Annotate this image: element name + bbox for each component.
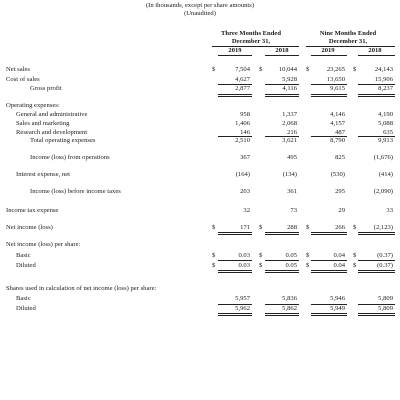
row-label: Diluted — [16, 305, 36, 312]
table-cell: (2,123) — [373, 224, 393, 231]
rule-line — [358, 232, 395, 233]
row-label: General and administrative — [16, 111, 88, 118]
table-cell: 2,877 — [235, 85, 250, 92]
table-cell: 367 — [240, 154, 250, 161]
rule-line — [358, 272, 395, 273]
table-row — [0, 153, 400, 163]
table-cell: 5,928 — [282, 76, 297, 83]
rule-line — [311, 272, 347, 273]
table-cell: 1,406 — [235, 120, 250, 127]
rule-line — [311, 84, 347, 85]
rule-line — [311, 270, 347, 271]
currency-symbol: $ — [212, 224, 216, 231]
table-cell: 495 — [287, 154, 297, 161]
row-label: Net income (loss) per share: — [6, 241, 81, 248]
table-cell: 5,862 — [282, 305, 297, 312]
table-cell: 5,962 — [235, 305, 250, 312]
table-cell: 487 — [335, 129, 345, 136]
table-cell: 5,957 — [235, 295, 250, 302]
rule-line — [311, 260, 347, 261]
table-cell: 7,504 — [235, 66, 250, 73]
group2-title-line1: Nine Months Ended — [319, 30, 377, 37]
currency-symbol: $ — [212, 252, 216, 259]
table-cell: 266 — [335, 224, 345, 231]
row-label: Interest expense, net — [16, 171, 71, 178]
currency-symbol: $ — [212, 262, 216, 269]
table-cell: 9,615 — [330, 85, 345, 92]
table-cell: 288 — [287, 224, 297, 231]
row-label: Diluted — [16, 262, 36, 269]
currency-symbol: $ — [259, 252, 263, 259]
rule-line — [218, 313, 252, 314]
table-cell: 146 — [240, 129, 250, 136]
unaudited-note: (Unaudited) — [184, 10, 216, 17]
group1-title-line1: Three Months Ended — [221, 30, 281, 37]
table-cell: 29 — [338, 207, 345, 214]
rule-line — [311, 96, 347, 97]
table-cell: (0.37) — [377, 252, 393, 259]
rule-line — [265, 313, 299, 314]
rule-line — [311, 136, 347, 137]
currency-symbol: $ — [306, 224, 310, 231]
table-cell: 1,337 — [282, 111, 297, 118]
table-cell: (1,676) — [373, 154, 393, 161]
rule-line — [212, 46, 299, 47]
table-cell: 361 — [287, 188, 297, 195]
row-label: Sales and marketing — [16, 120, 70, 127]
table-cell: 0.05 — [285, 262, 297, 269]
rule-line — [265, 315, 299, 316]
table-cell: 0.03 — [238, 252, 250, 259]
rule-line — [265, 234, 299, 235]
rule-line — [358, 304, 395, 305]
table-cell: 4,146 — [330, 111, 345, 118]
row-label: Income tax expense — [6, 207, 59, 214]
table-cell: 4,627 — [235, 76, 250, 83]
table-cell: (0.37) — [377, 262, 393, 269]
rule-line — [358, 96, 395, 97]
row-label: Gross profit — [30, 85, 62, 92]
table-row — [0, 187, 400, 197]
table-cell: 2,510 — [235, 137, 250, 144]
rule-line — [218, 260, 252, 261]
table-cell: 15,906 — [374, 76, 393, 83]
table-cell: 5,946 — [330, 295, 345, 302]
row-label: Income (loss) before income taxes — [30, 188, 121, 195]
rule-line — [358, 84, 395, 85]
table-cell: 0.03 — [238, 262, 250, 269]
table-cell: 2,068 — [282, 120, 297, 127]
row-label: Research and development — [16, 129, 88, 136]
rule-line — [265, 55, 299, 56]
table-row — [0, 284, 400, 294]
rule-line — [358, 313, 395, 314]
rule-line — [218, 272, 252, 273]
table-cell: (134) — [282, 171, 297, 178]
table-cell: 295 — [335, 188, 345, 195]
table-cell: 8,790 — [330, 137, 345, 144]
table-cell: 24,143 — [374, 66, 393, 73]
table-row — [0, 206, 400, 216]
rule-line — [358, 270, 395, 271]
currency-symbol: $ — [353, 224, 357, 231]
table-cell: 5,836 — [282, 295, 297, 302]
table-cell: 4,190 — [378, 111, 393, 118]
table-cell: 9,913 — [378, 137, 393, 144]
rule-line — [311, 55, 347, 56]
rule-line — [265, 232, 299, 233]
year-col3: 2019 — [321, 47, 335, 54]
group1-title-line2: December 31, — [231, 38, 271, 45]
currency-symbol: $ — [353, 252, 357, 259]
rule-line — [265, 84, 299, 85]
table-cell: 171 — [240, 224, 250, 231]
row-label: Income (loss) from operations — [30, 154, 110, 161]
row-label: Total operating expenses — [30, 137, 96, 144]
row-label: Basic — [16, 295, 31, 302]
currency-symbol: $ — [259, 66, 263, 73]
row-label: Net sales — [6, 66, 30, 73]
table-cell: 5,088 — [378, 120, 393, 127]
year-col2: 2018 — [275, 47, 289, 54]
table-cell: 216 — [287, 129, 297, 136]
row-label: Basic — [16, 252, 31, 259]
table-cell: 0.05 — [285, 252, 297, 259]
rule-line — [265, 272, 299, 273]
rule-line — [218, 232, 252, 233]
year-col4: 2018 — [368, 47, 382, 54]
table-cell: 3,621 — [282, 137, 297, 144]
table-row — [0, 294, 400, 304]
table-cell: 0.04 — [333, 262, 345, 269]
rule-line — [218, 270, 252, 271]
rule-line — [265, 260, 299, 261]
table-cell: (2,090) — [373, 188, 393, 195]
table-cell: (414) — [378, 171, 393, 178]
table-cell: 33 — [386, 207, 393, 214]
rule-line — [311, 313, 347, 314]
rule-line — [218, 96, 252, 97]
table-cell: 73 — [290, 207, 297, 214]
table-cell: 958 — [240, 111, 250, 118]
table-row — [0, 240, 400, 250]
rule-line — [311, 234, 347, 235]
rule-line — [358, 234, 395, 235]
rule-line — [306, 46, 395, 47]
rule-line — [311, 94, 347, 95]
table-cell: 4,157 — [330, 120, 345, 127]
rule-line — [358, 55, 395, 56]
currency-symbol: $ — [259, 262, 263, 269]
currency-symbol: $ — [212, 66, 216, 73]
table-cell: 4,116 — [282, 85, 297, 92]
rule-line — [265, 136, 299, 137]
table-cell: 0.04 — [333, 252, 345, 259]
table-cell: 635 — [383, 129, 393, 136]
row-label: Net income (loss) — [6, 224, 53, 231]
rule-line — [218, 94, 252, 95]
table-cell: 5,949 — [330, 305, 345, 312]
table-row — [0, 65, 400, 75]
table-row — [0, 136, 400, 146]
rule-line — [218, 304, 252, 305]
currency-symbol: $ — [259, 224, 263, 231]
table-cell: 13,650 — [326, 76, 345, 83]
rule-line — [311, 232, 347, 233]
rule-line — [311, 304, 347, 305]
currency-symbol: $ — [306, 262, 310, 269]
table-cell: 10,044 — [278, 66, 297, 73]
table-cell: 5,809 — [378, 305, 393, 312]
rule-line — [358, 94, 395, 95]
table-row — [0, 84, 400, 94]
table-cell: 203 — [240, 188, 250, 195]
rule-line — [218, 55, 252, 56]
rule-line — [358, 315, 395, 316]
rule-line — [265, 270, 299, 271]
year-col1: 2019 — [228, 47, 242, 54]
table-cell: 825 — [335, 154, 345, 161]
table-cell: (530) — [330, 171, 345, 178]
table-row — [0, 170, 400, 180]
rule-line — [311, 315, 347, 316]
units-note: (In thousands, except per share amounts) — [145, 2, 255, 9]
row-label: Cost of sales — [6, 76, 40, 83]
table-cell: (164) — [235, 171, 250, 178]
rule-line — [218, 234, 252, 235]
table-cell: 5,809 — [378, 295, 393, 302]
row-label: Operating expenses: — [6, 102, 60, 109]
currency-symbol: $ — [353, 66, 357, 73]
rule-line — [358, 260, 395, 261]
rule-line — [358, 136, 395, 137]
table-cell: 23,265 — [326, 66, 345, 73]
rule-line — [218, 315, 252, 316]
table-cell: 8,237 — [378, 85, 393, 92]
rule-line — [218, 136, 252, 137]
currency-symbol: $ — [306, 66, 310, 73]
group2-title-line2: December 31, — [328, 38, 368, 45]
rule-line — [265, 94, 299, 95]
currency-symbol: $ — [353, 262, 357, 269]
rule-line — [265, 96, 299, 97]
row-label: Shares used in calculation of net income (loss) per share: — [6, 285, 157, 292]
rule-line — [265, 304, 299, 305]
currency-symbol: $ — [306, 252, 310, 259]
table-cell: 32 — [243, 207, 250, 214]
rule-line — [218, 84, 252, 85]
